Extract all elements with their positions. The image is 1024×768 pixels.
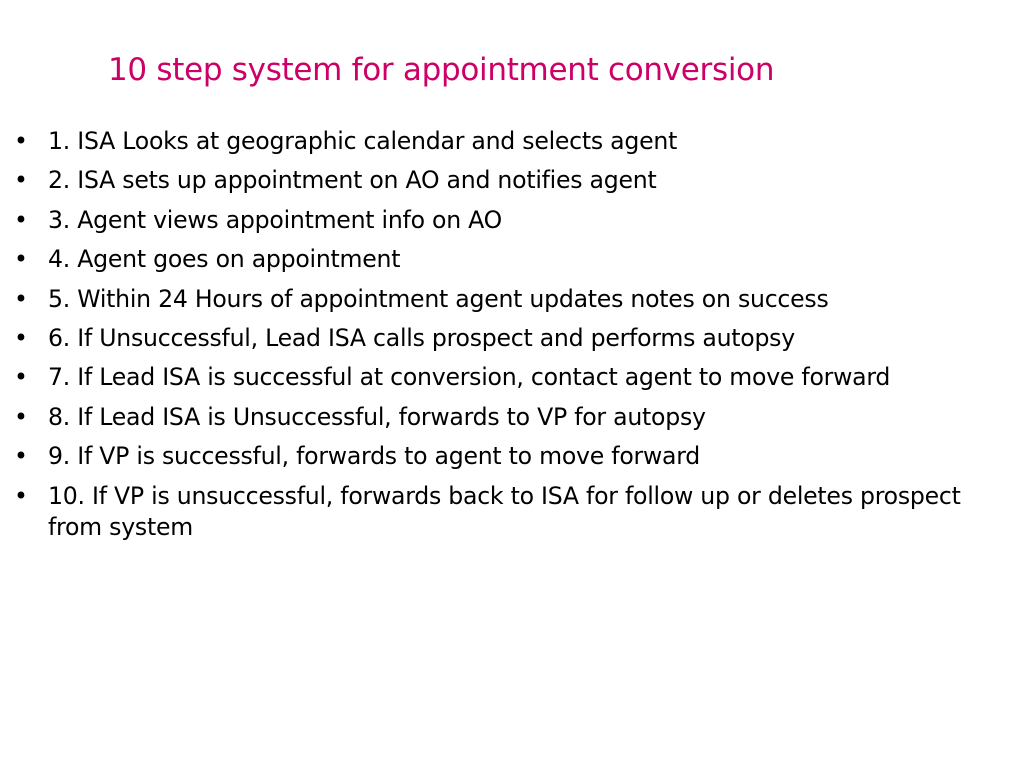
step-item-6 [14,323,1019,354]
bullet-icon: • [14,166,28,195]
step-item-8 [14,402,1019,433]
step-text: 4. Agent goes on appointment [48,245,401,274]
step-text: 6. If Unsuccessful, Lead ISA calls prospect and performs autopsy [48,323,795,352]
step-item-4 [14,244,1019,275]
step-text: 3. Agent views appointment info on AO [48,205,502,234]
step-text: 7. If Lead ISA is successful at conversion, contact agent to move forward [48,363,891,392]
step-item-1 [14,126,1019,157]
step-text: 2. ISA sets up appointment on AO and notifies agent [48,166,657,195]
step-text: 10. If VP is unsuccessful, forwards back to ISA for follow up or deletes prospect from system [48,481,961,541]
bullet-icon: • [14,127,28,155]
step-text: 5. Within 24 Hours of appointment agent updates notes on success [48,284,829,313]
bullet-icon: • [14,284,28,313]
step-text: 1. ISA Looks at geographic calendar and selects agent [48,127,678,155]
step-item-3 [14,205,1019,236]
bullet-icon: • [14,205,28,234]
bullet-icon: • [14,363,28,392]
step-text: 8. If Lead ISA is Unsuccessful, forwards to VP for autopsy [48,402,706,431]
step-list [14,126,1019,551]
bullet-icon: • [14,245,28,274]
step-item-5 [14,284,1019,315]
step-item-9 [14,441,1019,472]
bullet-icon: • [14,402,28,431]
bullet-icon: • [14,442,28,471]
bullet-icon: • [14,481,28,510]
slide-title: 10 step system for appointment conversion [108,52,775,88]
bullet-icon: • [14,323,28,352]
step-item-7 [14,362,1019,393]
step-text: 9. If VP is successful, forwards to agent to move forward [48,442,700,471]
step-item-2 [14,165,1019,196]
step-item-10 [14,481,1019,543]
